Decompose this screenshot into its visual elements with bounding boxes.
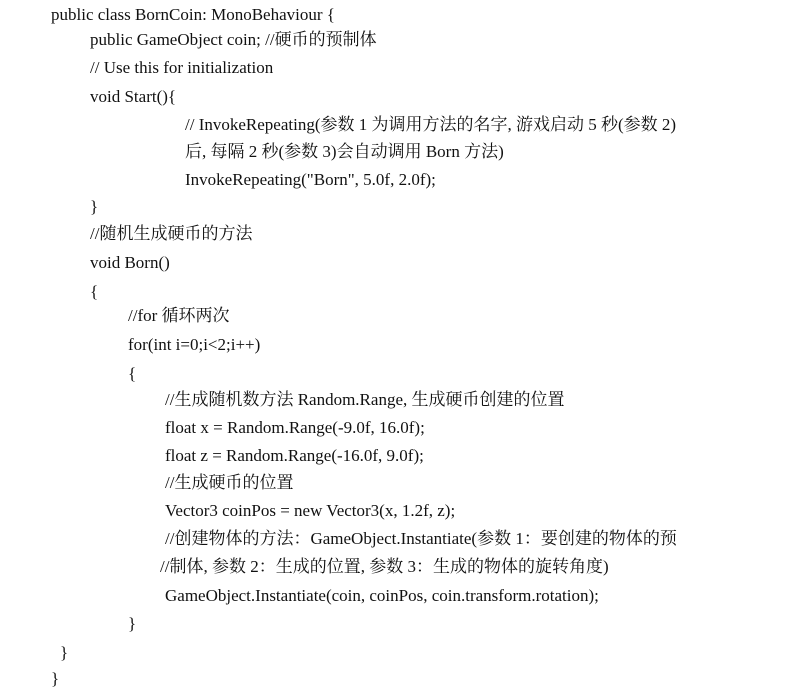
code-line: //生成硬币的位置 <box>165 473 294 492</box>
code-line: } <box>90 197 99 216</box>
code-line: public GameObject coin; //硬币的预制体 <box>90 30 377 49</box>
code-line: // Use this for initialization <box>90 58 274 77</box>
code-line: // InvokeRepeating(参数 1 为调用方法的名字, 游戏启动 5 秒(参数 2) <box>185 115 677 134</box>
code-line: 后, 每隔 2 秒(参数 3)会自动调用 Born 方法) <box>185 142 504 161</box>
code-line: float x = Random.Range(-9.0f, 16.0f); <box>165 418 425 437</box>
code-line: { <box>128 364 137 383</box>
code-line: void Born() <box>90 253 170 272</box>
code-line: { <box>90 282 99 301</box>
code-line: public class BornCoin: MonoBehaviour { <box>51 5 335 24</box>
code-line: Vector3 coinPos = new Vector3(x, 1.2f, z); <box>165 501 456 520</box>
code-line: for(int i=0;i<2;i++) <box>128 335 261 354</box>
code-line: //生成随机数方法 Random.Range, 生成硬币创建的位置 <box>165 390 565 409</box>
code-line: void Start(){ <box>90 87 177 106</box>
code-line: GameObject.Instantiate(coin, coinPos, coin.transform.rotation); <box>165 586 599 605</box>
code-line: //制体, 参数 2：生成的位置, 参数 3：生成的物体的旋转角度) <box>160 557 609 576</box>
code-line: } <box>51 669 60 688</box>
code-line: //随机生成硬币的方法 <box>90 224 253 243</box>
code-line: } <box>128 614 137 633</box>
code-line: //创建物体的方法：GameObject.Instantiate(参数 1：要创建的物体的预 <box>165 529 677 548</box>
code-line: //for 循环两次 <box>128 306 230 325</box>
code-line: } <box>60 643 69 662</box>
code-line: InvokeRepeating("Born", 5.0f, 2.0f); <box>185 170 436 189</box>
code-line: float z = Random.Range(-16.0f, 9.0f); <box>165 446 424 465</box>
